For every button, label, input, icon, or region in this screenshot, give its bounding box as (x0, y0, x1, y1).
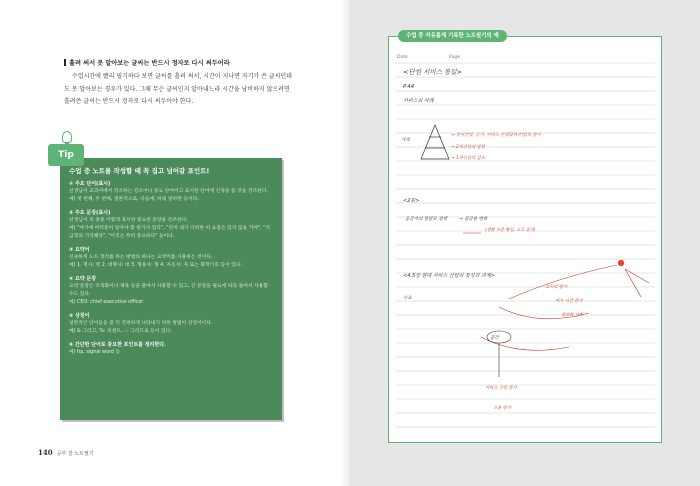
tip-item-example: 예) tip, signal word 등 (69, 350, 121, 355)
tip-item-3 (69, 246, 274, 270)
tip-item-title: ⑤ 상징어 (69, 313, 90, 319)
tip-item-example: 예) "여기에 여러분이 알아야 할 원가가 있다", "먼저 내가 너희한 이 요점은 있지 않을 거야", "지금껏의 기억해라", "이것은 특히 중요하다" 들이다. (69, 226, 271, 239)
tip-item-text: 신속하게 노트 정리를 하는 방법의 하나는 요약어를 사용하는 것이다. (69, 255, 213, 260)
note-example-label: 수업 중 자유롭게 기록한 노트필기의 예 (398, 30, 507, 42)
tip-badge-label: Tip (58, 150, 74, 160)
hw-red-2: 여가 시간 증가 (555, 299, 583, 304)
hw-arrows (481, 265, 649, 350)
hw-note-b: → 공급률 변화 (459, 217, 488, 222)
tip-item-text: 선생님이 꼭 종종 이렇게 표시한 중요한 문장을 강조한다. (69, 218, 188, 223)
tip-item-4 (69, 275, 274, 307)
hw-center-word: 공간 (490, 336, 499, 341)
hw-category-3-sub: 수요 (403, 296, 412, 301)
tip-item-title: ② 주요 문장(표시) (69, 210, 111, 216)
tip-box (60, 158, 282, 420)
tip-item-2 (69, 209, 274, 241)
hw-note-c: (생활 수준 향상, 소득 증가) (485, 227, 536, 232)
hw-category-3: <4.5장 현대 서비스 산업의 특성과 과제> (403, 273, 495, 279)
hw-red-dot (618, 260, 624, 266)
page-caption: 공부 잘 노트필기 (56, 451, 94, 457)
tip-item-example: 예) 첫 번째, 두 번째, 결론적으로, 다음에, 바꿔 말하면 등이다. (69, 197, 199, 202)
body-paragraph: 수업시간에 빨리 필기하다 보면 글씨를 흘려 써서, 시간이 지나면 자기가 쓴 글씨인데도 못 알아보는 경우가 있다. 그때 무슨 글씨인지 알아내느라 시간을 낭비하지 않으려면 흘려쓴 글씨는 반드시 정자로 다시 써두어야 한다. (64, 73, 292, 105)
tip-item-text: 일반적인 단어들을 좀 더 간편하게 나타내기 위한 방법이 상징어이다. (69, 321, 213, 326)
hw-arrow-2: → 2차산업의 발달 (451, 145, 485, 150)
hw-red-3: 정보화 사회 (561, 313, 584, 318)
hw-pyramid-label: 가격 (401, 138, 410, 143)
hw-line-1: 서비스의 사례 (403, 98, 434, 104)
handwritten-notes (389, 37, 661, 442)
tip-box-title: 수업 중 노트를 작성할 때 꼭 집고 넘어갈 포인트! (69, 167, 210, 175)
page-number-value: 140 (38, 448, 53, 457)
tip-badge (48, 144, 84, 166)
tip-item-text: 선생님이 교과서에서 강조하는 강조어나 중요 단어이고 표시한 단어에 신경을 쓸 것을 강조한다. (69, 189, 269, 194)
ruled-lines (395, 63, 655, 427)
page-field: Page (449, 55, 461, 60)
section-heading (64, 58, 230, 67)
page-number (38, 448, 94, 457)
date-field: Date (397, 55, 408, 60)
hw-category-2: <2원> (403, 198, 420, 204)
hw-red-1: 소득의 증가 (545, 285, 568, 290)
tip-item-example: 예) & 그리고, %: 퍼센트, ∴: 그러므로 등이 있다. (69, 329, 172, 334)
hw-arrow-3: → 1차산업의 감소 (451, 156, 485, 161)
hw-title: <단원 서비스 통일> (403, 68, 462, 76)
tip-item-title: ③ 요약어 (69, 247, 90, 253)
section-heading-text: 흘려 써서 못 알아보는 글씨는 반드시 정자로 다시 써두어라 (69, 60, 230, 67)
hw-arrow-1: → 종이산업, 공기, 서비스 산업(3차산업)의 증가 (451, 133, 541, 138)
pyramid-sketch (421, 125, 449, 159)
tip-item-example: 예) CEO: chief executive officer (69, 300, 144, 305)
tip-item-5 (69, 312, 274, 336)
notebook-sample (388, 36, 662, 443)
hw-note-a: 공급자의 발달로 경쟁 (405, 217, 447, 222)
lightbulb-icon (62, 131, 72, 143)
tip-item-example: 예) 1. 명사: 명 2. 대명사: 대 3. 형용사: 형 4. 자동사: 자 또는 화학기호 등이 있다. (69, 263, 243, 268)
tip-item-title: ① 주요 단어(표시) (69, 181, 111, 187)
tip-item-title: ⑥ 간단한 단어로 중요한 포인트를 정리한다. (69, 342, 166, 348)
hw-bottom-1: 서비스 산업 증가 (485, 386, 517, 391)
hw-bottom-2: 고용 증가 (493, 406, 511, 411)
heading-bar (64, 59, 66, 66)
tip-item-title: ④ 요약 문장 (69, 276, 97, 282)
tip-item-1 (69, 180, 274, 204)
hw-page-ref: P.44 (403, 84, 415, 90)
tip-item-text: 요약 문장은 조직화이나 제목 등을 줄여서 사용할 수 있고, 긴 문장을 필요에 따라 줄여서 사용할 수도 있다. (69, 284, 268, 297)
tip-item-6 (69, 341, 274, 357)
